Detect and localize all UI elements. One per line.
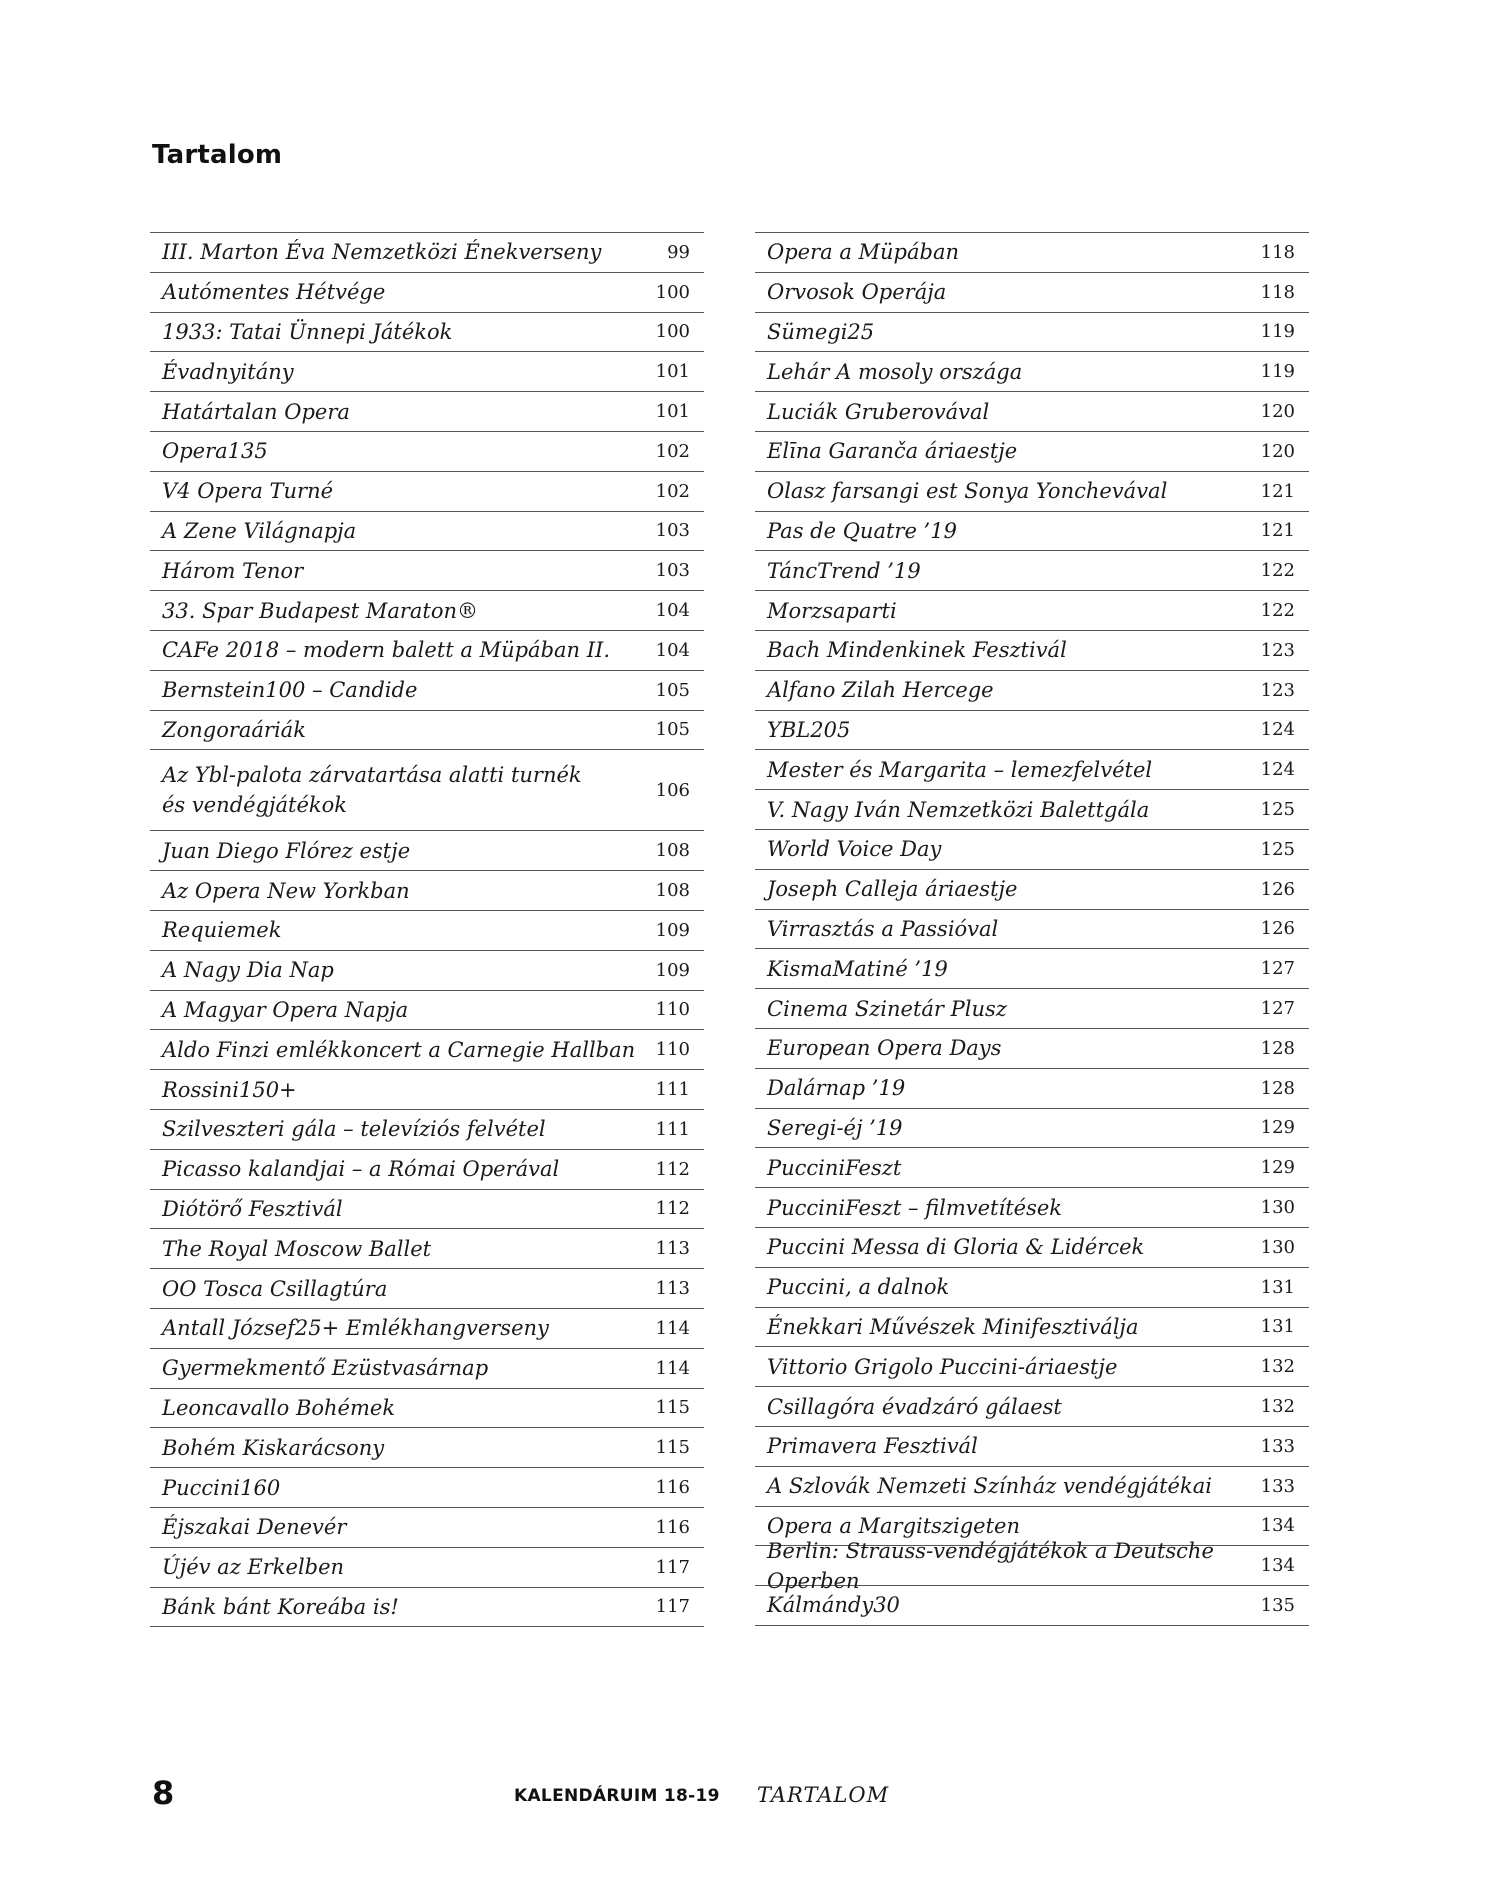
toc-entry <box>755 1308 1309 1348</box>
toc-entry-title: Bánk bánt Koreába is! <box>162 1594 399 1619</box>
toc-entry-page: 128 <box>1260 1037 1295 1059</box>
toc-entry-title: Luciák Gruberovával <box>767 399 990 424</box>
toc-entry <box>755 352 1309 392</box>
toc-entry-title: A Zene Világnapja <box>162 518 357 543</box>
toc-entry-title: Bohém Kiskarácsony <box>162 1435 385 1460</box>
toc-entry-title: Dalárnap ’19 <box>767 1076 906 1101</box>
toc-entry <box>150 1150 704 1190</box>
toc-entry <box>755 989 1309 1029</box>
toc-entry-title: Zongoraáriák <box>162 717 306 742</box>
toc-entry-page: 111 <box>655 1079 690 1101</box>
page-title: Tartalom <box>152 140 283 170</box>
toc-entry-page: 113 <box>655 1278 690 1300</box>
toc-entry-page: 132 <box>1260 1356 1295 1378</box>
toc-entry <box>150 432 704 472</box>
toc-entry-title: Alfano Zilah Hercege <box>767 678 994 703</box>
toc-entry <box>150 1548 704 1588</box>
toc-entry <box>755 870 1309 910</box>
toc-entry-page: 100 <box>655 321 690 343</box>
toc-column-left <box>150 232 704 1627</box>
toc-entry-title: V. Nagy Iván Nemzetközi Balettgála <box>767 797 1150 822</box>
toc-entry-page: 105 <box>655 719 690 741</box>
toc-entry-page: 113 <box>655 1238 690 1260</box>
toc-entry-page: 131 <box>1260 1276 1295 1298</box>
toc-entry-title: Berlin: Strauss-vendégjátékok a Deutsche Operben <box>767 1538 1214 1593</box>
toc-entry <box>150 1389 704 1429</box>
toc-entry-page: 129 <box>1260 1157 1295 1179</box>
toc-entry-page: 102 <box>655 440 690 462</box>
toc-entry <box>150 591 704 631</box>
toc-entry-page: 129 <box>1260 1117 1295 1139</box>
toc-entry-page: 105 <box>655 679 690 701</box>
toc-entry <box>150 313 704 353</box>
toc-entry-page: 116 <box>655 1477 690 1498</box>
toc-entry-page: 119 <box>1260 321 1295 343</box>
toc-entry <box>755 1467 1309 1507</box>
toc-entry <box>755 830 1309 870</box>
toc-entry-title: A Nagy Dia Nap <box>162 958 334 983</box>
toc-entry-page: 101 <box>655 361 690 383</box>
toc-entry <box>150 1588 704 1628</box>
toc-entry <box>150 472 704 512</box>
toc-entry <box>150 911 704 951</box>
publication-name: KALENDÁRUIM 18-19 <box>514 1786 720 1806</box>
toc-entry <box>150 273 704 313</box>
toc-entry-page: 117 <box>655 1556 690 1578</box>
toc-entry <box>755 1188 1309 1228</box>
toc-entry-title: Vittorio Grigolo Puccini-áriaestje <box>767 1354 1118 1379</box>
toc-entry-page: 133 <box>1260 1475 1295 1497</box>
toc-entry <box>150 1110 704 1150</box>
toc-entry-title: Autómentes Hétvége <box>162 280 386 305</box>
toc-entry-title: 33. Spar Budapest Maraton® <box>162 598 479 623</box>
toc-entry <box>755 1228 1309 1268</box>
toc-entry-page: 124 <box>1260 759 1295 781</box>
toc-entry-page: 116 <box>655 1516 690 1538</box>
toc-entry-title: YBL205 <box>767 717 851 742</box>
toc-entry-page: 114 <box>655 1357 690 1379</box>
toc-entry-page: 106 <box>655 779 690 801</box>
toc-entry-title: Juan Diego Flórez estje <box>162 838 411 863</box>
toc-entry-page: 109 <box>655 919 690 941</box>
toc-entry-title: KismaMatiné ’19 <box>767 956 948 981</box>
toc-entry <box>150 1070 704 1110</box>
toc-entry <box>755 711 1309 751</box>
toc-entry-page: 110 <box>655 1039 690 1061</box>
toc-entry <box>755 1109 1309 1149</box>
toc-entry-page: 102 <box>655 480 690 502</box>
toc-entry-title: The Royal Moscow Ballet <box>162 1236 432 1261</box>
toc-entry-title: A Szlovák Nemzeti Színház vendégjátékai <box>767 1474 1212 1499</box>
toc-entry <box>150 551 704 591</box>
toc-entry-page: 134 <box>1260 1515 1295 1537</box>
toc-entry-page: 126 <box>1260 878 1295 900</box>
toc-entry <box>755 1029 1309 1069</box>
toc-entry <box>150 1269 704 1309</box>
toc-entry-title: CAFe 2018 – modern balett a Müpában II. <box>162 638 610 663</box>
toc-entry-title: Bernstein100 – Candide <box>162 678 418 703</box>
toc-entry <box>150 233 704 273</box>
toc-entry-title: Puccini160 <box>162 1475 281 1500</box>
toc-entry <box>755 273 1309 313</box>
toc-entry <box>150 512 704 552</box>
toc-entry-title: V4 Opera Turné <box>162 479 334 504</box>
toc-entry-page: 122 <box>1260 560 1295 582</box>
toc-entry <box>755 392 1309 432</box>
toc-entry-page: 133 <box>1260 1435 1295 1457</box>
toc-entry-page: 108 <box>655 880 690 902</box>
toc-entry <box>150 1428 704 1468</box>
toc-entry-title: Virrasztás a Passióval <box>767 916 999 941</box>
toc-entry <box>755 910 1309 950</box>
toc-entry-page: 115 <box>655 1437 690 1459</box>
toc-entry <box>150 631 704 671</box>
toc-entry-page: 128 <box>1260 1077 1295 1099</box>
toc-entry-title: Újév az Erkelben <box>162 1555 345 1580</box>
toc-entry-title: Picasso kalandjai – a Római Operával <box>162 1157 560 1182</box>
toc-entry-title: Pas de Quatre ’19 <box>767 518 957 543</box>
toc-entry-page: 108 <box>655 840 690 862</box>
page-number: 8 <box>152 1774 175 1812</box>
toc-entry-page: 124 <box>1260 719 1295 741</box>
toc-entry <box>755 432 1309 472</box>
toc-entry <box>755 1387 1309 1427</box>
toc-entry <box>150 750 704 831</box>
toc-entry <box>150 1468 704 1508</box>
toc-entry-title: Joseph Calleja áriaestje <box>767 877 1018 902</box>
toc-entry-page: 100 <box>655 281 690 303</box>
toc-entry <box>755 591 1309 631</box>
toc-entry <box>755 1268 1309 1308</box>
toc-entry-page: 127 <box>1260 998 1295 1020</box>
toc-entry-page: 135 <box>1260 1594 1295 1616</box>
toc-entry <box>150 671 704 711</box>
toc-entry-page: 123 <box>1260 679 1295 701</box>
toc-entry-title: Seregi-éj ’19 <box>767 1115 903 1140</box>
toc-entry-page: 127 <box>1260 958 1295 980</box>
toc-entry <box>150 951 704 991</box>
toc-entry <box>755 750 1309 790</box>
toc-entry-title: Éjszakai Denevér <box>162 1515 347 1540</box>
toc-entry-title: Morzsaparti <box>767 598 897 623</box>
toc-entry-title: Olasz farsangi est Sonya Yonchevával <box>767 479 1168 504</box>
toc-entry-title: Diótörő Fesztivál <box>162 1196 343 1221</box>
toc-entry-page: 101 <box>655 401 690 423</box>
toc-entry-page: 120 <box>1260 401 1295 423</box>
toc-entry-title: Primavera Fesztivál <box>767 1434 978 1459</box>
toc-entry-title: Bach Mindenkinek Fesztivál <box>767 638 1067 663</box>
toc-entry-page: 103 <box>655 560 690 582</box>
toc-entry-title: Leoncavallo Bohémek <box>162 1395 396 1420</box>
toc-entry <box>150 1349 704 1389</box>
toc-entry <box>150 1030 704 1070</box>
toc-entry-page: 114 <box>655 1317 690 1339</box>
toc-entry-title: Évadnyitány <box>162 359 294 384</box>
toc-entry-page: 104 <box>655 600 690 622</box>
toc-entry-title: Kálmándy30 <box>767 1593 900 1618</box>
toc-entry-page: 109 <box>655 959 690 981</box>
toc-entry <box>150 831 704 871</box>
toc-entry <box>150 392 704 432</box>
toc-entry <box>150 1229 704 1269</box>
toc-entry <box>150 1309 704 1349</box>
toc-entry <box>755 631 1309 671</box>
toc-entry-title: World Voice Day <box>767 837 942 862</box>
toc-column-right <box>755 232 1309 1626</box>
toc-entry-title: European Opera Days <box>767 1036 1002 1061</box>
toc-entry <box>755 949 1309 989</box>
toc-entry-page: 119 <box>1260 361 1295 383</box>
toc-entry <box>755 790 1309 830</box>
toc-entry-page: 130 <box>1260 1236 1295 1258</box>
toc-entry-title: Elīna Garanča áriaestje <box>767 439 1018 464</box>
toc-entry-page: 118 <box>1260 281 1295 303</box>
toc-entry <box>755 1069 1309 1109</box>
toc-entry-title: Opera a Müpában <box>767 240 959 265</box>
toc-entry-title: Sümegi25 <box>767 319 875 344</box>
toc-entry-page: 132 <box>1260 1396 1295 1417</box>
toc-entry-title: Három Tenor <box>162 558 304 583</box>
toc-entry <box>150 711 704 751</box>
toc-entry-page: 115 <box>655 1397 690 1419</box>
toc-entry <box>755 1427 1309 1467</box>
toc-entry-title: TáncTrend ’19 <box>767 558 921 583</box>
toc-entry-page: 125 <box>1260 838 1295 860</box>
toc-entry-page: 99 <box>667 241 690 263</box>
toc-entry-page: 118 <box>1260 241 1295 263</box>
toc-entry-page: 131 <box>1260 1316 1295 1338</box>
toc-entry <box>755 1538 1309 1593</box>
toc-entry-page: 104 <box>655 639 690 661</box>
toc-entry <box>150 1190 704 1230</box>
toc-entry-page: 117 <box>655 1596 690 1618</box>
toc-entry <box>150 352 704 392</box>
toc-entry-title: A Magyar Opera Napja <box>162 997 409 1022</box>
toc-entry-title: Lehár A mosoly országa <box>767 359 1023 384</box>
toc-entry-page: 122 <box>1260 600 1295 622</box>
toc-entry-title: Opera a Margitszigeten <box>767 1513 1020 1538</box>
toc-entry-page: 120 <box>1260 440 1295 462</box>
toc-entry-title: Puccini Messa di Gloria & Lidércek <box>767 1235 1145 1260</box>
toc-entry-title: Gyermekmentő Ezüstvasárnap <box>162 1356 489 1381</box>
toc-entry <box>150 1508 704 1548</box>
toc-entry <box>755 671 1309 711</box>
toc-entry-title: III. Marton Éva Nemzetközi Énekverseny <box>162 240 602 265</box>
toc-entry-title: Rossini150+ <box>162 1077 297 1102</box>
toc-entry <box>150 991 704 1031</box>
section-name: TARTALOM <box>757 1783 890 1807</box>
toc-entry-title: Puccini, a dalnok <box>767 1275 950 1300</box>
toc-entry-title: PucciniFeszt <box>767 1155 902 1180</box>
toc-entry-title: Határtalan Opera <box>162 399 350 424</box>
toc-entry-page: 121 <box>1260 480 1295 502</box>
toc-entry-title: Orvosok Operája <box>767 280 947 305</box>
toc-entry-title: Az Ybl-palota zárvatartása alatti turnék és vendégjátékok <box>162 763 582 818</box>
toc-entry <box>755 1148 1309 1188</box>
toc-entry-title: Mester és Margarita – lemezfelvétel <box>767 757 1153 782</box>
toc-entry-title: Aldo Finzi emlékkoncert a Carnegie Hallban <box>162 1037 636 1062</box>
toc-entry-page: 125 <box>1260 799 1295 821</box>
toc-entry-page: 103 <box>655 520 690 542</box>
toc-entry-title: Antall József25+ Emlékhangverseny <box>162 1316 549 1341</box>
toc-entry <box>755 233 1309 273</box>
toc-entry-title: OO Tosca Csillagtúra <box>162 1276 388 1301</box>
toc-entry-title: Énekkari Művészek Minifesztiválja <box>767 1314 1139 1339</box>
toc-entry <box>755 512 1309 552</box>
toc-entry <box>150 871 704 911</box>
toc-entry-title: Szilveszteri gála – televíziós felvétel <box>162 1117 546 1142</box>
toc-entry-title: Cinema Szinetár Plusz <box>767 996 1007 1021</box>
toc-entry-page: 123 <box>1260 639 1295 661</box>
toc-entry-page: 134 <box>1260 1555 1295 1577</box>
toc-entry <box>755 472 1309 512</box>
toc-entry-page: 126 <box>1260 918 1295 940</box>
toc-entry-page: 121 <box>1260 520 1295 542</box>
toc-entry-title: Csillagóra évadzáró gálaest <box>767 1394 1062 1419</box>
toc-entry-title: Az Opera New Yorkban <box>162 878 410 903</box>
toc-entry-page: 130 <box>1260 1197 1295 1219</box>
toc-entry-title: Opera135 <box>162 439 268 464</box>
toc-entry-title: Requiemek <box>162 918 282 943</box>
toc-entry-page: 112 <box>655 1198 690 1220</box>
toc-entry <box>755 551 1309 591</box>
toc-entry-page: 111 <box>655 1118 690 1140</box>
toc-entry <box>755 1347 1309 1387</box>
toc-entry-title: PucciniFeszt – filmvetítések <box>767 1195 1062 1220</box>
toc-entry <box>755 313 1309 353</box>
toc-entry-page: 112 <box>655 1158 690 1180</box>
toc-entry-page: 110 <box>655 999 690 1021</box>
toc-entry-title: 1933: Tatai Ünnepi Játékok <box>162 319 453 344</box>
